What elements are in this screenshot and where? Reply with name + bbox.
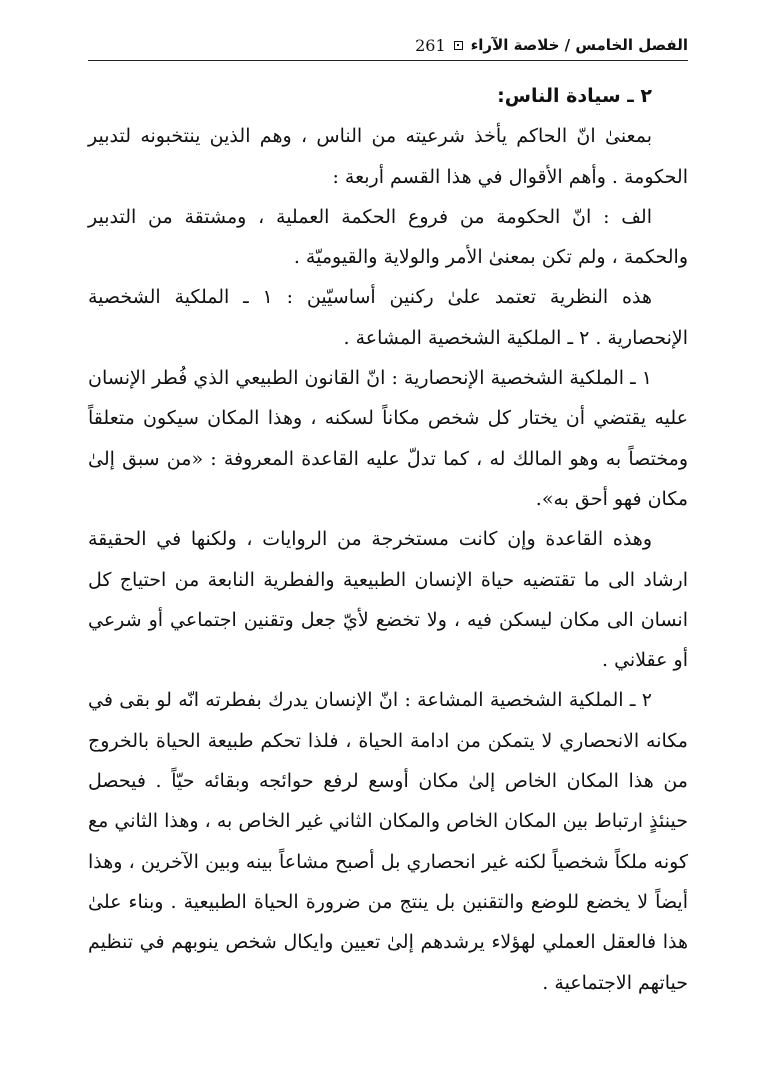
- square-bullet-icon: [454, 41, 463, 50]
- paragraph: ١ ـ الملكية الشخصية الإنحصارية : انّ القانون الطبيعي الذي فُطر الإنسان عليه يقتضي أن يختار كل شخص مكاناً لسكنه ، وهذا المكان سيكون متعلقاً ومختصاً به وهو المالك له ، كما تدلّ عليه القاعدة المعروفة : «من سبق إلىٰ مكان فهو أحق به».: [88, 367, 688, 510]
- page-number: 261: [415, 35, 446, 55]
- chapter-title: الفصل الخامس / خلاصة الآراء: [470, 36, 688, 54]
- paragraph: وهذه القاعدة وإن كانت مستخرجة من الروايات ، ولكنها في الحقيقة ارشاد الى ما تقتضيه حياة الإنسان الطبيعية والفطرية النابعة من احتياج كل انسان الى مكان ليسكن فيه ، ولا تخضع لأيّ جعل وتقنين اجتماعي أو شرعي أو عقلاني .: [88, 528, 688, 672]
- paragraph: بمعنىٰ انّ الحاكم يأخذ شرعيته من الناس ، وهم الذين ينتخبونه لتدبير الحكومة . وأهم الأقوال في هذا القسم أربعة :: [88, 125, 688, 188]
- section-heading: ٢ ـ سيادة الناس:: [497, 85, 652, 107]
- running-header: [88, 34, 688, 56]
- header-rule: [88, 60, 688, 61]
- body-text: [88, 76, 688, 1003]
- paragraph: الف : انّ الحكومة من فروع الحكمة العملية ، ومشتقة من التدبير والحكمة ، ولم تكن بمعنىٰ الأمر والولاية والقيوميّة .: [88, 205, 688, 269]
- paragraph: ٢ ـ الملكية الشخصية المشاعة : انّ الإنسان يدرك بفطرته انّه لو بقى في مكانه الانحصاري لا يتمكن من ادامة الحياة ، فلذا تحكم طبيعة الحياة بالخروج من هذا المكان الخاص إلىٰ مكان أوسع لرفع حوائجه وبقائه حيّاً . فيحصل حينئذٍ ارتباط بين المكان الخاص والمكان الثاني غير الخاص به ، وهذا الثاني مع كونه ملكاً شخصياً لكنه غير انحصاري بل أصبح مشاعاً بينه وبين الآخرين ، وهذا أيضاً لا يخضع للوضع والتقنين بل ينتج من ضرورة الحياة الطبيعية . وبناء علىٰ هذا فالعقل العملي لهؤلاء يرشدهم إلىٰ تعيين وايكال شخص ينوبهم في تنظيم حياتهم الاجتماعية .: [88, 689, 688, 994]
- paragraph: هذه النظرية تعتمد علىٰ ركنين أساسيّين : ١ ـ الملكية الشخصية الإنحصارية . ٢ ـ الملكية الشخصية المشاعة .: [88, 286, 688, 349]
